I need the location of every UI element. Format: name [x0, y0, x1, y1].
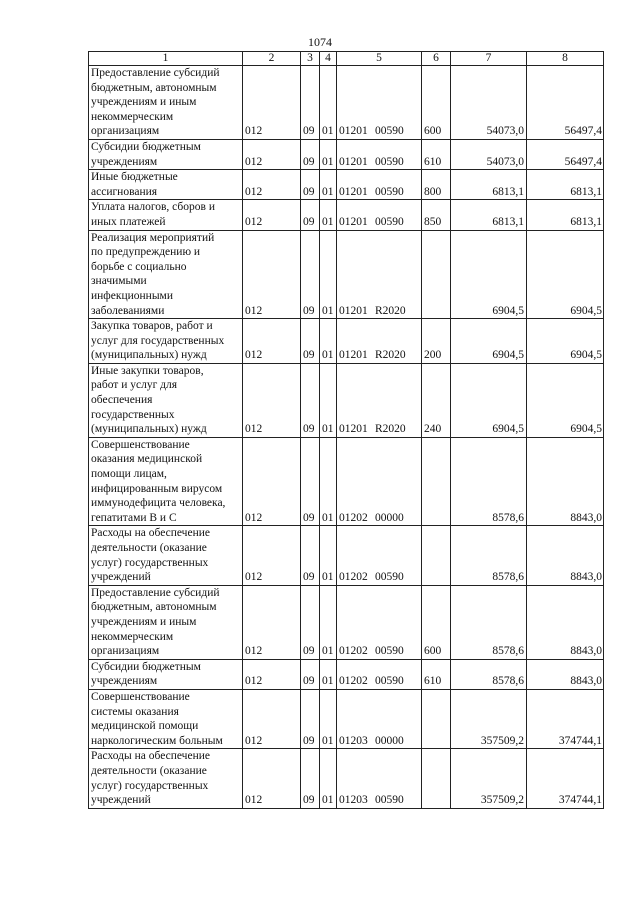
expense-type-cell	[422, 689, 451, 748]
amount-year1-cell: 357509,2	[451, 749, 527, 808]
target-article-program: 01203	[339, 734, 368, 747]
expense-name-line: по предупреждению и	[91, 246, 201, 259]
amount-year2-cell: 6904,5	[527, 363, 604, 437]
column-header: 3	[301, 52, 320, 66]
amount-year2-cell: 374744,1	[527, 689, 604, 748]
expense-name-line: (муниципальных) нужд	[91, 349, 207, 362]
grbs-code-cell: 012	[243, 200, 301, 230]
expense-name-line: Совершенствование	[91, 690, 190, 703]
expense-name-cell	[89, 200, 243, 230]
expense-name-line: услуг) государственных	[91, 556, 209, 569]
expense-type-cell: 850	[422, 200, 451, 230]
amount-year2-cell: 6813,1	[527, 170, 604, 200]
expense-name-line: помощи лицам,	[91, 468, 167, 481]
expense-name-cell	[89, 319, 243, 364]
expense-name-line: борьбе с социально	[91, 260, 187, 273]
target-article-direction: 00590	[375, 185, 404, 198]
target-article-program: 01201	[339, 155, 368, 168]
section-code-cell: 09	[301, 170, 320, 200]
grbs-code-cell: 012	[243, 139, 301, 169]
amount-year2-cell: 374744,1	[527, 749, 604, 808]
expense-name-line: обеспечения	[91, 394, 153, 407]
subsection-code-cell: 01	[320, 689, 337, 748]
amount-year2-cell: 8843,0	[527, 526, 604, 585]
grbs-code-cell: 012	[243, 526, 301, 585]
expense-name-cell	[89, 139, 243, 169]
subsection-code-cell: 01	[320, 200, 337, 230]
expense-name-line: работ и услуг для	[91, 379, 178, 392]
target-article-program: 01201	[339, 125, 368, 138]
expense-name-line: Иные бюджетные	[91, 171, 178, 184]
table-row	[89, 66, 604, 140]
expense-name-line: организациям	[91, 645, 160, 658]
target-article-cell	[337, 749, 422, 808]
expense-name-line: (муниципальных) нужд	[91, 423, 207, 436]
grbs-code-cell: 012	[243, 66, 301, 140]
section-code-cell: 09	[301, 585, 320, 659]
subsection-code-cell: 01	[320, 66, 337, 140]
expense-name-cell	[89, 585, 243, 659]
expense-type-cell: 800	[422, 170, 451, 200]
expense-name-line: значимыми	[91, 275, 147, 288]
target-article-program: 01202	[339, 571, 368, 584]
grbs-code-cell: 012	[243, 689, 301, 748]
expense-name-line: Предоставление субсидий	[91, 586, 220, 599]
amount-year2-cell: 56497,4	[527, 66, 604, 140]
page-number: 1074	[308, 35, 332, 49]
grbs-code-cell: 012	[243, 230, 301, 319]
expense-name-line: инфекционными	[91, 289, 173, 302]
table-row	[89, 319, 604, 364]
target-article-cell	[337, 689, 422, 748]
grbs-code-cell: 012	[243, 319, 301, 364]
expense-name-line: оказания медицинской	[91, 453, 203, 466]
expense-type-cell: 600	[422, 585, 451, 659]
subsection-code-cell: 01	[320, 230, 337, 319]
target-article-cell	[337, 66, 422, 140]
target-article-cell	[337, 437, 422, 526]
target-article-cell	[337, 363, 422, 437]
subsection-code-cell: 01	[320, 319, 337, 364]
expense-name-line: инфицированным вирусом	[91, 482, 223, 495]
amount-year1-cell: 6904,5	[451, 230, 527, 319]
target-article-program: 01201	[339, 423, 368, 436]
expense-name-line: услуг для государственных	[91, 334, 225, 347]
target-article-program: 01202	[339, 511, 368, 524]
expense-type-cell: 200	[422, 319, 451, 364]
table-body	[89, 66, 604, 809]
expense-type-cell	[422, 749, 451, 808]
subsection-code-cell: 01	[320, 139, 337, 169]
expense-name-line: Расходы на обеспечение	[91, 750, 210, 763]
section-code-cell: 09	[301, 689, 320, 748]
column-header: 5	[337, 52, 422, 66]
subsection-code-cell: 01	[320, 363, 337, 437]
expense-name-line: деятельности (оказание	[91, 764, 207, 777]
expense-type-cell	[422, 230, 451, 319]
grbs-code-cell: 012	[243, 437, 301, 526]
expense-name-line: Уплата налогов, сборов и	[91, 201, 215, 214]
target-article-program: 01201	[339, 185, 368, 198]
column-header: 7	[451, 52, 527, 66]
table-row	[89, 200, 604, 230]
amount-year2-cell: 8843,0	[527, 659, 604, 689]
target-article-cell	[337, 319, 422, 364]
target-article-program: 01202	[339, 645, 368, 658]
expense-name-line: бюджетным, автономным	[91, 601, 217, 614]
target-article-direction: 00590	[375, 215, 404, 228]
expense-type-cell	[422, 437, 451, 526]
expense-name-line: Реализация мероприятий	[91, 231, 215, 244]
expense-name-line: Иные закупки товаров,	[91, 364, 204, 377]
section-code-cell: 09	[301, 526, 320, 585]
amount-year2-cell: 6904,5	[527, 319, 604, 364]
expense-type-cell: 610	[422, 139, 451, 169]
expense-type-cell: 600	[422, 66, 451, 140]
expense-type-cell: 610	[422, 659, 451, 689]
target-article-direction: 00000	[375, 734, 404, 747]
subsection-code-cell: 01	[320, 585, 337, 659]
section-code-cell: 09	[301, 200, 320, 230]
amount-year1-cell: 8578,6	[451, 437, 527, 526]
expense-name-line: некоммерческим	[91, 110, 174, 123]
section-code-cell: 09	[301, 230, 320, 319]
expense-name-line: гепатитами В и С	[91, 511, 177, 524]
expense-name-line: учреждениям	[91, 675, 158, 688]
target-article-cell	[337, 585, 422, 659]
section-code-cell: 09	[301, 749, 320, 808]
amount-year2-cell: 6904,5	[527, 230, 604, 319]
table-row	[89, 659, 604, 689]
expense-name-cell	[89, 526, 243, 585]
expense-name-cell	[89, 659, 243, 689]
expense-name-cell	[89, 437, 243, 526]
grbs-code-cell: 012	[243, 659, 301, 689]
expense-name-line: наркологическим больным	[91, 734, 223, 747]
table-row	[89, 437, 604, 526]
expense-name-line: медицинской помощи	[91, 720, 199, 733]
expense-name-line: системы оказания	[91, 705, 179, 718]
amount-year1-cell: 6904,5	[451, 363, 527, 437]
budget-table	[88, 51, 604, 809]
expense-name-line: услуг) государственных	[91, 779, 209, 792]
expense-name-line: Закупка товаров, работ и	[91, 320, 213, 333]
target-article-direction: 00590	[375, 794, 404, 807]
target-article-cell	[337, 230, 422, 319]
expense-type-cell: 240	[422, 363, 451, 437]
section-code-cell: 09	[301, 659, 320, 689]
expense-name-cell	[89, 749, 243, 808]
column-header: 6	[422, 52, 451, 66]
subsection-code-cell: 01	[320, 170, 337, 200]
expense-name-line: государственных	[91, 408, 175, 421]
target-article-direction: 00590	[375, 155, 404, 168]
subsection-code-cell: 01	[320, 749, 337, 808]
target-article-program: 01201	[339, 349, 368, 362]
table-row	[89, 689, 604, 748]
expense-name-line: иных платежей	[91, 215, 166, 228]
amount-year1-cell: 8578,6	[451, 585, 527, 659]
amount-year2-cell: 8843,0	[527, 437, 604, 526]
expense-name-line: Расходы на обеспечение	[91, 527, 210, 540]
grbs-code-cell: 012	[243, 170, 301, 200]
target-article-direction: R2020	[375, 423, 406, 436]
expense-name-line: иммунодефицита человека,	[91, 497, 226, 510]
expense-name-line: учреждений	[91, 571, 151, 584]
expense-name-cell	[89, 363, 243, 437]
amount-year1-cell: 54073,0	[451, 66, 527, 140]
target-article-program: 01203	[339, 794, 368, 807]
target-article-program: 01201	[339, 304, 368, 317]
target-article-cell	[337, 139, 422, 169]
expense-name-cell	[89, 230, 243, 319]
column-header: 8	[527, 52, 604, 66]
section-code-cell: 09	[301, 437, 320, 526]
amount-year1-cell: 6813,1	[451, 170, 527, 200]
target-article-cell	[337, 200, 422, 230]
amount-year2-cell: 6813,1	[527, 200, 604, 230]
expense-name-line: Субсидии бюджетным	[91, 660, 201, 673]
amount-year1-cell: 6904,5	[451, 319, 527, 364]
grbs-code-cell: 012	[243, 749, 301, 808]
column-header: 1	[89, 52, 243, 66]
expense-type-cell	[422, 526, 451, 585]
grbs-code-cell: 012	[243, 585, 301, 659]
grbs-code-cell: 012	[243, 363, 301, 437]
expense-name-cell	[89, 689, 243, 748]
target-article-direction: 00590	[375, 645, 404, 658]
target-article-direction: 00590	[375, 125, 404, 138]
expense-name-line: учреждениям и иным	[91, 96, 197, 109]
target-article-direction: 00590	[375, 571, 404, 584]
amount-year1-cell: 54073,0	[451, 139, 527, 169]
column-header: 4	[320, 52, 337, 66]
amount-year1-cell: 8578,6	[451, 659, 527, 689]
amount-year2-cell: 56497,4	[527, 139, 604, 169]
section-code-cell: 09	[301, 139, 320, 169]
table-row	[89, 526, 604, 585]
expense-name-line: учреждениям	[91, 155, 158, 168]
section-code-cell: 09	[301, 319, 320, 364]
target-article-cell	[337, 659, 422, 689]
target-article-cell	[337, 170, 422, 200]
target-article-direction: 00000	[375, 511, 404, 524]
amount-year2-cell: 8843,0	[527, 585, 604, 659]
amount-year1-cell: 8578,6	[451, 526, 527, 585]
expense-name-line: заболеваниями	[91, 304, 165, 317]
table-row	[89, 749, 604, 808]
amount-year1-cell: 357509,2	[451, 689, 527, 748]
expense-name-line: Субсидии бюджетным	[91, 140, 201, 153]
target-article-direction: R2020	[375, 304, 406, 317]
expense-name-line: учреждений	[91, 794, 151, 807]
section-code-cell: 09	[301, 363, 320, 437]
expense-name-line: Совершенствование	[91, 438, 190, 451]
target-article-cell	[337, 526, 422, 585]
section-code-cell: 09	[301, 66, 320, 140]
expense-name-line: деятельности (оказание	[91, 542, 207, 554]
table-row	[89, 170, 604, 200]
amount-year1-cell: 6813,1	[451, 200, 527, 230]
expense-name-line: бюджетным, автономным	[91, 81, 217, 94]
target-article-direction: R2020	[375, 349, 406, 362]
expense-name-line: некоммерческим	[91, 630, 174, 643]
header-row	[89, 52, 604, 66]
table-row	[89, 230, 604, 319]
table-row	[89, 585, 604, 659]
subsection-code-cell: 01	[320, 526, 337, 585]
target-article-program: 01202	[339, 675, 368, 688]
subsection-code-cell: 01	[320, 437, 337, 526]
expense-name-line: Предоставление субсидий	[91, 67, 220, 79]
expense-name-cell	[89, 170, 243, 200]
table-row	[89, 363, 604, 437]
expense-name-cell	[89, 66, 243, 140]
subsection-code-cell: 01	[320, 659, 337, 689]
table-row	[89, 139, 604, 169]
target-article-program: 01201	[339, 215, 368, 228]
column-header: 2	[243, 52, 301, 66]
expense-name-line: учреждениям и иным	[91, 615, 197, 628]
target-article-direction: 00590	[375, 675, 404, 688]
expense-name-line: ассигнования	[91, 185, 158, 198]
expense-name-line: организациям	[91, 125, 160, 138]
